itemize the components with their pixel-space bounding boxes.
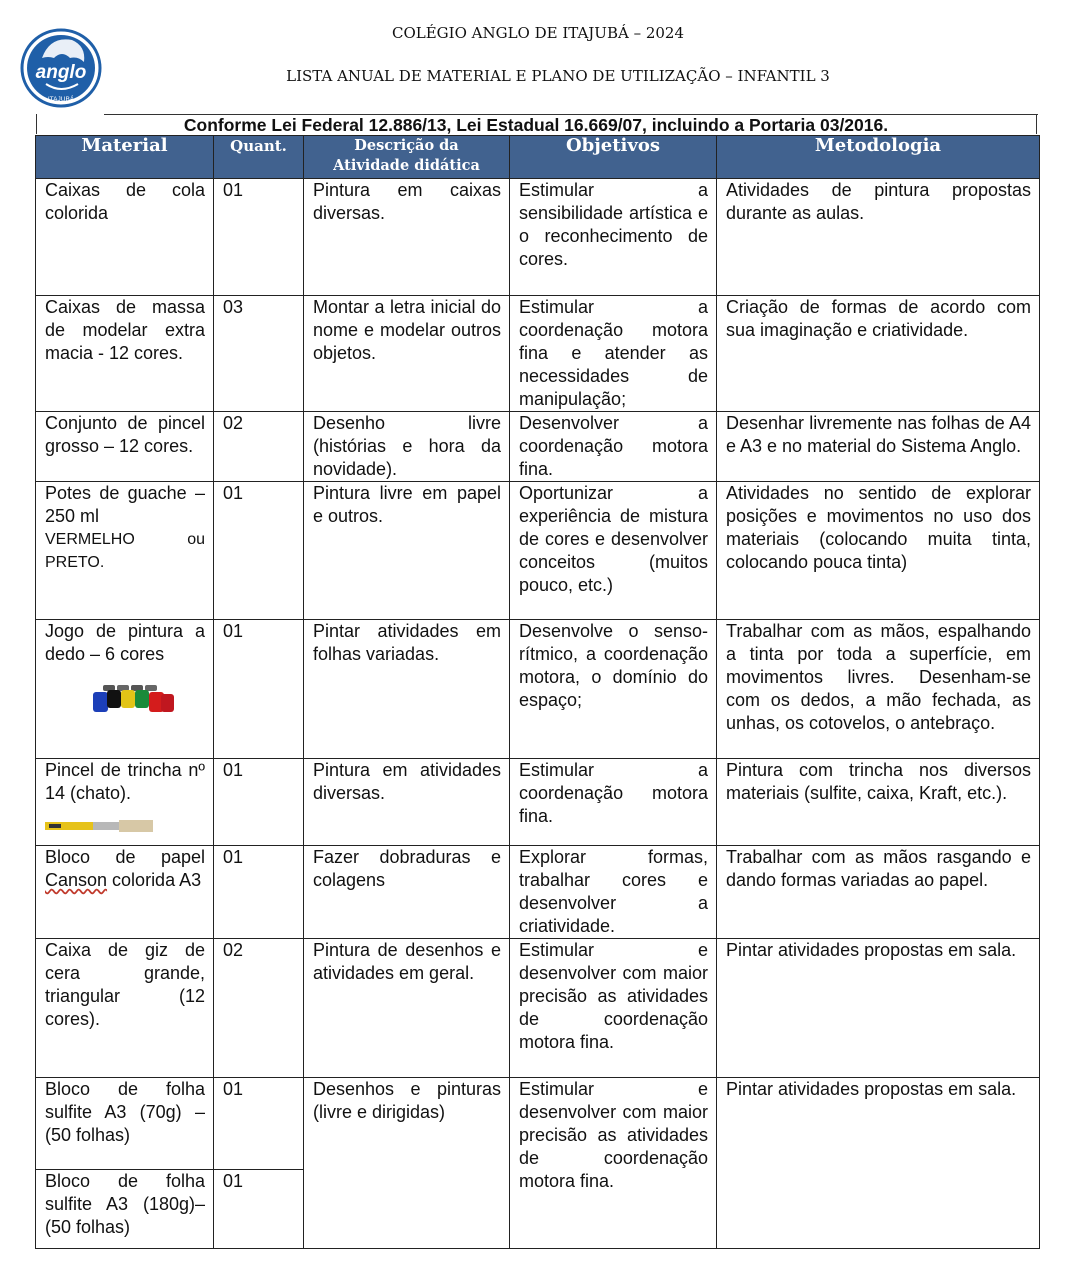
cell-metodologia: Trabalhar com as mãos rasgando e dando formas variadas ao papel. [717, 846, 1040, 939]
cell-material [36, 482, 214, 620]
cell-descricao: Pintura de desenhos e atividades em geral. [304, 939, 510, 1078]
cell-quant: 02 [214, 412, 304, 482]
table-header-row [36, 136, 1040, 179]
material-text: Pincel de trincha nº 14 (chato). [45, 760, 205, 803]
table-row [36, 939, 1040, 1078]
logo-subtext: ITAJUBÁ [47, 96, 75, 103]
table-row [36, 846, 1040, 939]
cell-quant: 01 [214, 846, 304, 939]
cell-metodologia: Pintar atividades propostas em sala. [717, 1078, 1040, 1249]
cell-objetivos: Estimular a coordenação motora fina e atender as necessidades de manipulação; [510, 296, 717, 412]
header-descricao-line1: Descrição da [354, 137, 459, 154]
logo-wordmark: anglo [35, 62, 87, 83]
finger-paint-pots-icon [91, 684, 175, 714]
material-table [35, 135, 1040, 1249]
cell-metodologia: Desenhar livremente nas folhas de A4 e A3 e no material do Sistema Anglo. [717, 412, 1040, 482]
header-descricao-line2: Atividade didática [333, 157, 480, 174]
header-objetivos: Objetivos [510, 136, 717, 179]
cell-metodologia: Atividades de pintura propostas durante as aulas. [717, 179, 1040, 296]
school-title: COLÉGIO ANGLO DE ITAJUBÁ – 2024 [391, 24, 685, 42]
cell-material: Caixas de massa de modelar extra macia - 12 cores. [36, 296, 214, 412]
material-line: Potes de guache – 250 ml [45, 483, 205, 526]
cell-descricao: Pintura em atividades diversas. [304, 759, 510, 846]
material-text: Jogo de pintura a dedo – 6 cores [45, 621, 205, 664]
cell-quant: 03 [214, 296, 304, 412]
cell-quant: 01 [214, 620, 304, 759]
header-material: Material [36, 136, 214, 179]
material-color-option: VERMELHO ou PRETO. [45, 531, 205, 571]
cell-material: Conjunto de pincel grosso – 12 cores. [36, 412, 214, 482]
cell-descricao: Fazer dobraduras e colagens [304, 846, 510, 939]
table-row [36, 620, 1040, 759]
cell-metodologia: Trabalhar com as mãos, espalhando a tinta por toda a superfície, em movimentos livres. Desenham-se com os dedos, a mão fechada, as unhas, os cotovelos, o antebraço. [717, 620, 1040, 759]
table-row [36, 759, 1040, 846]
cell-descricao: Montar a letra inicial do nome e modelar outros objetos. [304, 296, 510, 412]
table-row [36, 1078, 1040, 1170]
header-metodologia: Metodologia [717, 136, 1040, 179]
cell-objetivos: Explorar formas, trabalhar cores e desenvolver a criatividade. [510, 846, 717, 939]
list-title: LISTA ANUAL DE MATERIAL E PLANO DE UTILIZAÇÃO – INFANTIL 3 [286, 67, 830, 85]
cell-objetivos: Desenvolver a coordenação motora fina. [510, 412, 717, 482]
material-text-part: Bloco de papel [45, 847, 205, 867]
cell-objetivos: Estimular a coordenação motora fina. [510, 759, 717, 846]
cell-descricao: Desenho livre (histórias e hora da novidade). [304, 412, 510, 482]
cell-quant: 02 [214, 939, 304, 1078]
table-row [36, 296, 1040, 412]
cell-metodologia: Atividades no sentido de explorar posições e movimentos no uso dos materiais (colocando muita tinta, colocando pouca tinta) [717, 482, 1040, 620]
cell-objetivos: Estimular e desenvolver com maior precisão as atividades de coordenação motora fina. [510, 939, 717, 1078]
cell-objetivos: Estimular a sensibilidade artística e o reconhecimento de cores. [510, 179, 717, 296]
material-text-part: colorida A3 [107, 870, 202, 890]
material-brand: Canson [45, 870, 108, 890]
cell-material [36, 759, 214, 846]
cell-descricao: Pintura em caixas diversas. [304, 179, 510, 296]
cell-objetivos: Desenvolve o senso-rítmico, a coordenação motora, o domínio do espaço; [510, 620, 717, 759]
header-descricao [304, 136, 510, 179]
cell-objetivos: Estimular e desenvolver com maior precisão as atividades de coordenação motora fina. [510, 1078, 717, 1249]
header-quant: Quant. [214, 136, 304, 179]
cell-quant: 01 [214, 759, 304, 846]
cell-quant: 01 [214, 179, 304, 296]
cell-material: Bloco de folha sulfite A3 (70g) – (50 folhas) [36, 1078, 214, 1170]
table-row [36, 179, 1040, 296]
cell-material [36, 846, 214, 939]
cell-quant: 01 [214, 482, 304, 620]
cell-metodologia: Pintura com trincha nos diversos materiais (sulfite, caixa, Kraft, etc.). [717, 759, 1040, 846]
table-row [36, 412, 1040, 482]
table-row [36, 482, 1040, 620]
cell-metodologia: Criação de formas de acordo com sua imaginação e criatividade. [717, 296, 1040, 412]
cell-metodologia: Pintar atividades propostas em sala. [717, 939, 1040, 1078]
law-note: Conforme Lei Federal 12.886/13, Lei Estadual 16.669/07, incluindo a Portaria 03/2016. [183, 115, 889, 135]
cell-descricao: Desenhos e pinturas (livre e dirigidas) [304, 1078, 510, 1249]
cell-material: Bloco de folha sulfite A3 (180g)– (50 folhas) [36, 1170, 214, 1249]
cell-objetivos: Oportunizar a experiência de mistura de cores e desenvolver conceitos (muitos pouco, etc.) [510, 482, 717, 620]
cell-material [36, 620, 214, 759]
flat-brush-icon [45, 819, 155, 833]
cell-descricao: Pintar atividades em folhas variadas. [304, 620, 510, 759]
cell-material: Caixa de giz de cera grande, triangular (12 cores). [36, 939, 214, 1078]
cell-material: Caixas de cola colorida [36, 179, 214, 296]
cell-quant: 01 [214, 1170, 304, 1249]
anglo-logo [20, 28, 102, 108]
cell-descricao: Pintura livre em papel e outros. [304, 482, 510, 620]
cell-quant: 01 [214, 1078, 304, 1170]
